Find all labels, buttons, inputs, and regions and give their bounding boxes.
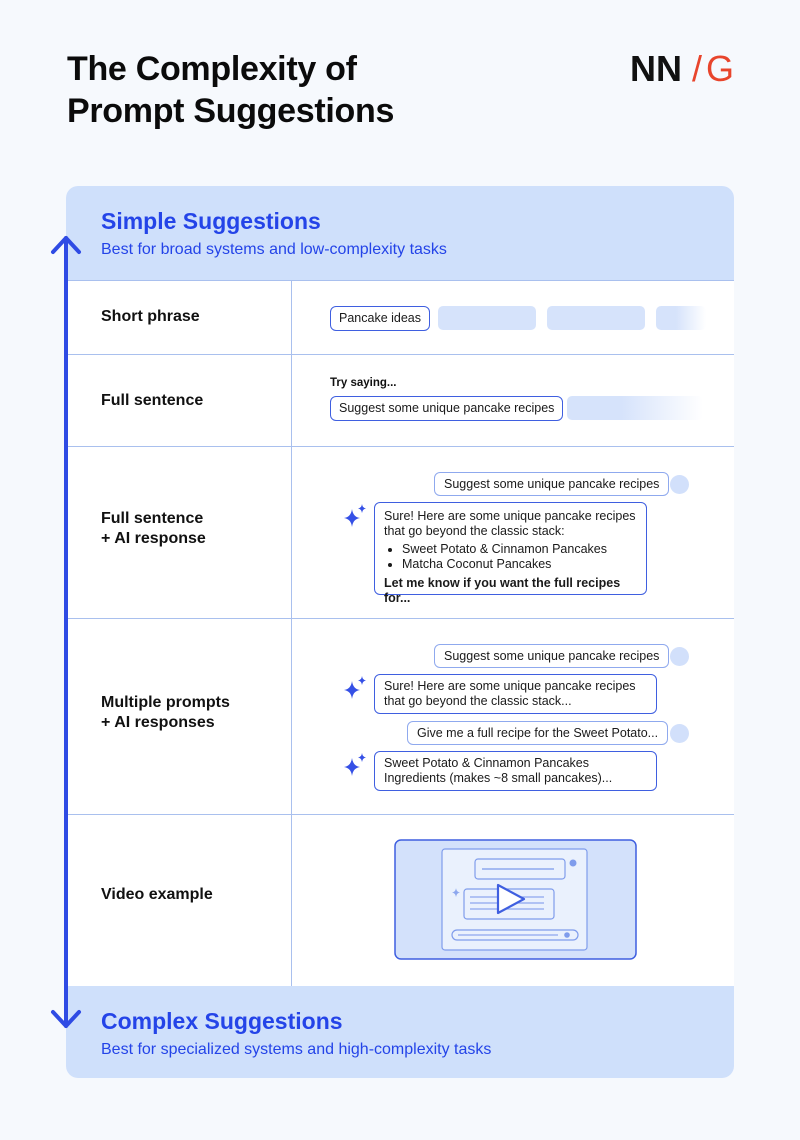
response-line: that go beyond the classic stack: — [384, 524, 565, 538]
row-label: Short phrase — [101, 308, 200, 325]
logo-text-right: G — [706, 50, 735, 86]
double-arrow-vertical-icon — [48, 232, 84, 1032]
placeholder-chip — [438, 306, 536, 330]
suggestion-chip[interactable]: Pancake ideas — [330, 306, 430, 331]
try-saying-caption: Try saying... — [330, 377, 397, 389]
placeholder-chip — [547, 306, 645, 330]
ai-response-bubble — [374, 674, 657, 714]
row-label-line2: + AI response — [101, 530, 206, 547]
logo-slash: / — [692, 50, 703, 86]
simple-subtitle: Best for broad systems and low-complexity tasks — [101, 241, 447, 258]
sparkle-icon — [342, 752, 368, 778]
row-full-sentence — [66, 354, 734, 447]
nng-logo — [630, 50, 740, 86]
complexity-card — [66, 186, 734, 1078]
user-prompt-bubble: Suggest some unique pancake recipes — [434, 644, 669, 668]
placeholder-chip-faded — [656, 306, 706, 330]
user-avatar — [670, 724, 689, 743]
row-video-example — [66, 814, 734, 987]
complex-band — [66, 986, 734, 1078]
complex-subtitle: Best for specialized systems and high-complexity tasks — [101, 1041, 492, 1058]
response-line: Ingredients (makes ~8 small pancakes)... — [384, 771, 613, 785]
list-item: • Sweet Potato & Cinnamon Pancakes — [402, 542, 637, 557]
row-label-line2: + AI responses — [101, 714, 215, 731]
video-thumbnail[interactable] — [394, 839, 637, 960]
sparkle-icon — [342, 503, 368, 529]
row-label: Video example — [101, 886, 213, 903]
response-line: Sure! Here are some unique pancake recipes — [384, 679, 636, 693]
ai-response-bubble — [374, 751, 657, 791]
sparkle-icon — [342, 675, 368, 701]
row-sentence-ai-response — [66, 446, 734, 619]
suggestion-chip[interactable]: Suggest some unique pancake recipes — [330, 396, 563, 421]
user-avatar — [670, 647, 689, 666]
complex-title: Complex Suggestions — [101, 1008, 343, 1034]
placeholder-chip-faded — [567, 396, 703, 420]
response-line: Sweet Potato & Cinnamon Pancakes — [384, 756, 589, 770]
row-multiple-prompts — [66, 618, 734, 815]
row-label-line1: Full sentence — [101, 510, 204, 527]
row-short-phrase — [66, 280, 734, 355]
user-prompt-bubble: Suggest some unique pancake recipes — [434, 472, 669, 496]
ai-response-bubble — [374, 502, 647, 605]
page-title: The Complexity of Prompt Suggestions — [67, 50, 395, 130]
simple-band — [66, 186, 734, 280]
response-line: Sure! Here are some unique pancake recipes — [384, 509, 636, 523]
response-footer: Let me know if you want the full recipes for... — [384, 576, 621, 605]
logo-text-left: NN — [630, 50, 682, 86]
list-item: • Matcha Coconut Pancakes — [402, 557, 637, 572]
row-label-line1: Multiple prompts — [101, 694, 230, 711]
user-prompt-bubble: Give me a full recipe for the Sweet Potato... — [407, 721, 668, 745]
row-label: Full sentence — [101, 392, 204, 409]
recipe-list — [384, 542, 637, 572]
simple-title: Simple Suggestions — [101, 208, 321, 234]
row-label — [101, 693, 230, 733]
row-label — [101, 509, 206, 549]
response-line: that go beyond the classic stack... — [384, 694, 572, 708]
user-avatar — [670, 475, 689, 494]
